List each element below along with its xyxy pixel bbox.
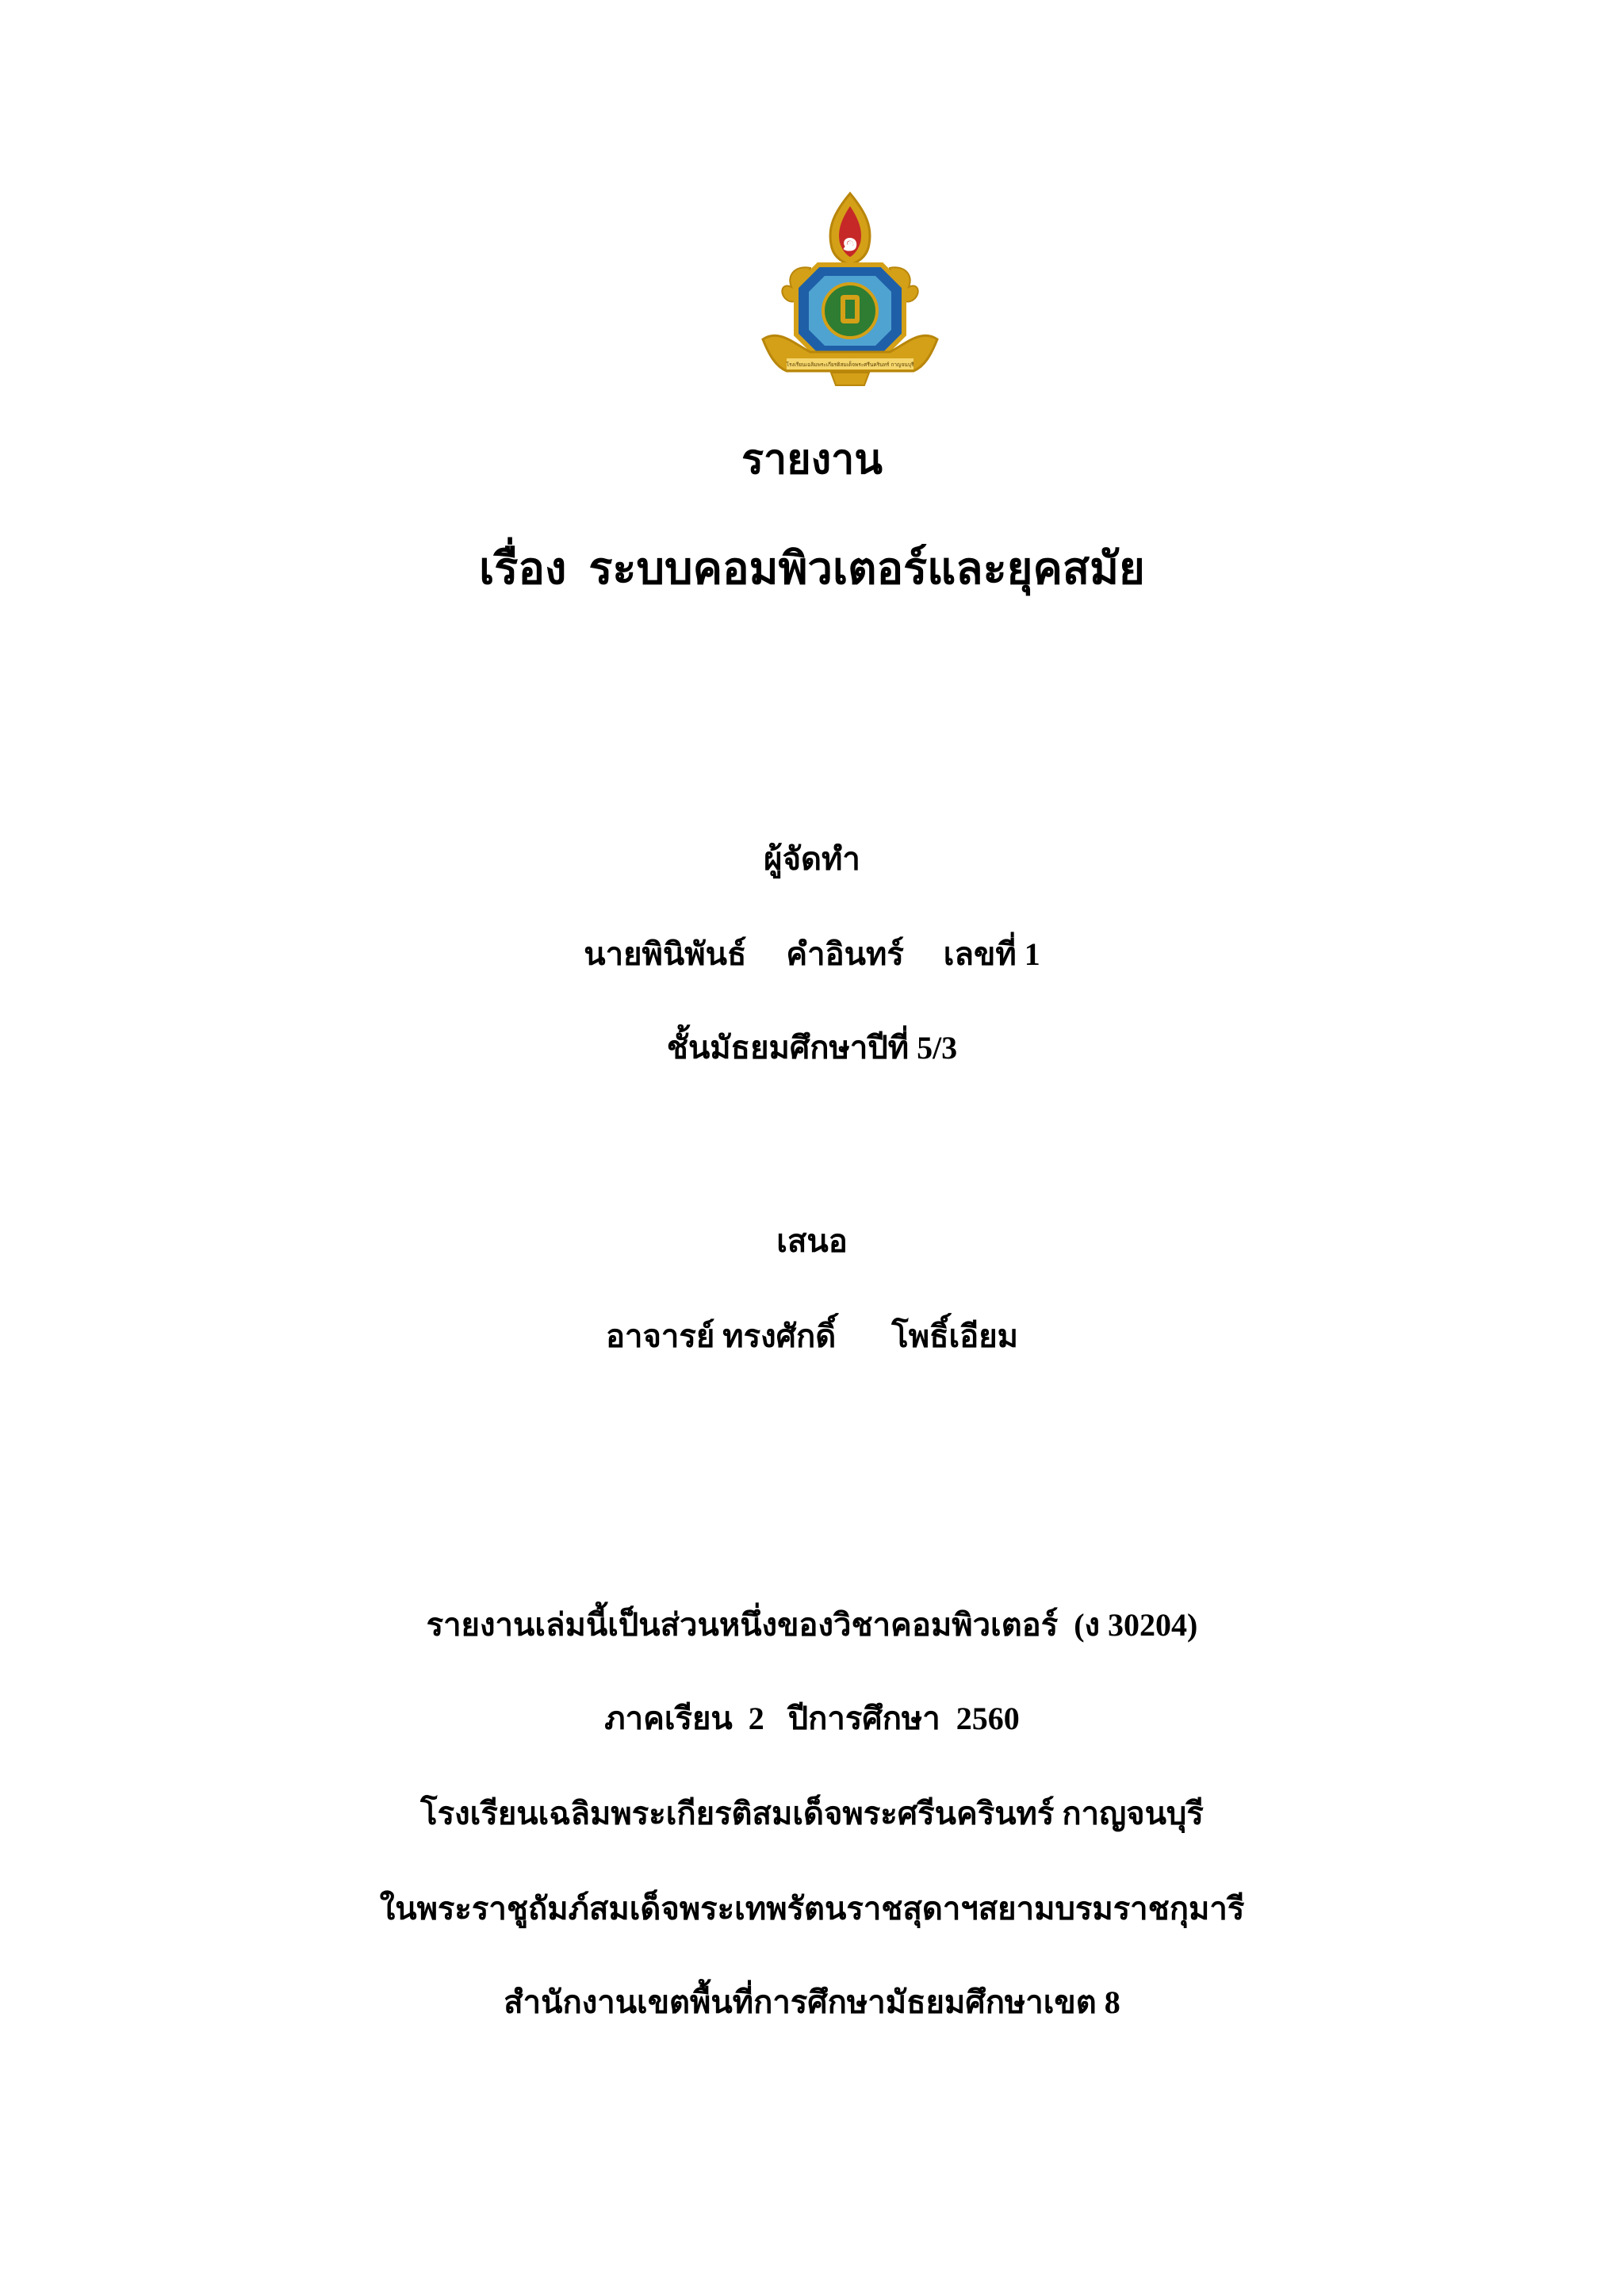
course-line: รายงานเล่มนี้เป็นส่วนหนึ่งของวิชาคอมพิวเตอร์ (ง 30204)	[426, 1607, 1198, 1643]
svg-text:๑: ๑	[841, 226, 859, 258]
school-name-line: โรงเรียนเฉลิมพระเกียรติสมเด็จพระศรีนครินทร์ กาญจนบุรี	[420, 1796, 1204, 1831]
term-line: ภาคเรียน 2 ปีการศึกษา 2560	[604, 1701, 1020, 1736]
royal-patronage-line: ในพระราชูถัมภ์สมเด็จพระเทพรัตนราชสุดาฯสยามบรมราชกุมารี	[379, 1891, 1245, 1927]
teacher-name-line: อาจารย์ ทรงศักดิ์ โพธิ์เอียม	[605, 1318, 1019, 1354]
author-name-line: นายพินิพันธ์ คำอินทร์ เลขที่ 1	[584, 936, 1040, 972]
report-subject: เรื่อง ระบบคอมพิวเตอร์และยุคสมัย	[479, 545, 1145, 594]
author-class-line: ชั้นมัธยมศึกษาปีที่ 5/3	[666, 1030, 958, 1066]
svg-text:โรงเรียนเฉลิมพระเกียรติสมเด็จพ: โรงเรียนเฉลิมพระเกียรติสมเด็จพระศรีนครินทร์ กาญจนบุรี	[786, 362, 914, 368]
author-label: ผู้จัดทำ	[764, 841, 860, 877]
report-heading: รายงาน	[741, 438, 883, 483]
education-office-line: สำนักงานเขตพื้นที่การศึกษามัธยมศึกษาเขต 8	[504, 1984, 1120, 2020]
school-emblem-logo	[755, 189, 945, 388]
presented-to-label: เสนอ	[776, 1223, 848, 1259]
